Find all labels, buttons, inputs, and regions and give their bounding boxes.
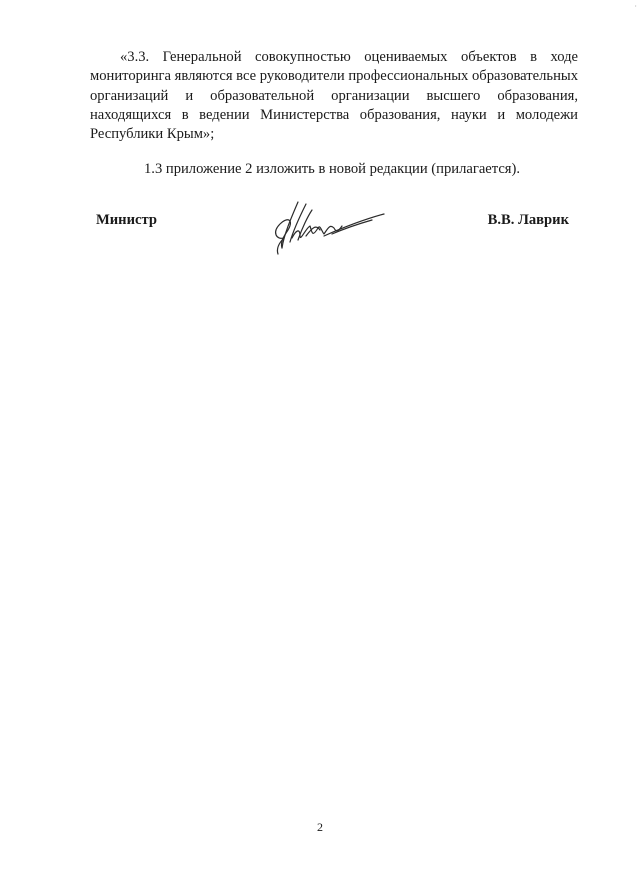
signatory-name: В.В. Лаврик (487, 212, 569, 228)
scan-artifact: · (634, 2, 637, 11)
handwritten-signature (262, 198, 392, 260)
signature-block (0, 198, 640, 268)
page-number: 2 (317, 820, 323, 834)
amendment-1-3-paragraph: 1.3 приложение 2 изложить в новой редакции (прилагается). (144, 161, 521, 177)
clause-3-3-paragraph: «3.3. Генеральной совокупностью оцениваемых объектов в ходе мониторинга являются все руководители профессиональных образовательных организаций и образовательной организации высшего образования, находящихся в ведении Министерства образования, науки и молодежи Республики Крым»; (90, 49, 578, 143)
signatory-role: Министр (96, 212, 157, 228)
